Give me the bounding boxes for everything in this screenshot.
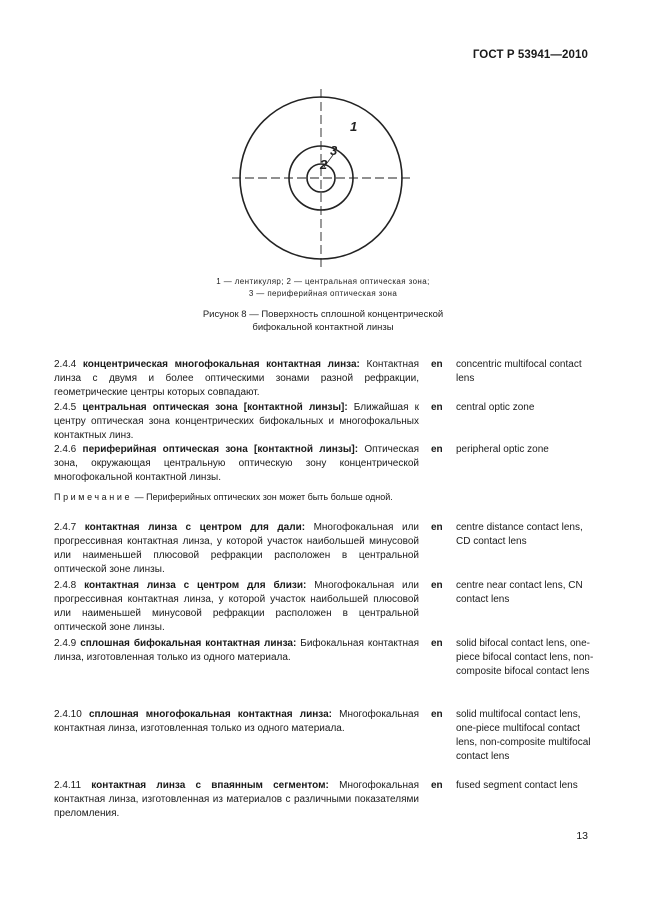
term-number: 2.4.4 — [54, 359, 77, 370]
term-number: 2.4.10 — [54, 709, 82, 720]
term-name: контактная линза с впаянным сегментом: — [91, 780, 329, 791]
term-number: 2.4.6 — [54, 444, 77, 455]
term-text: Многофокальная или прогрессивная контактная линза, у которой участок наибольшей плюсовой или наименьшей минусовой рефракции расположен в центральной оптической зоне линзы. — [54, 580, 419, 633]
term-text: Многофокальная контактная линза, изготовленная из материалов с различными показателями преломления. — [54, 780, 420, 819]
language-code: en — [431, 444, 443, 455]
language-code: en — [431, 359, 443, 370]
term-definition — [54, 401, 419, 443]
term-text: Оптическая зона, окружающая центральную оптическую зону концентрической многофокальной контактной линзы. — [54, 444, 420, 483]
english-equivalent: peripheral optic zone — [456, 444, 549, 455]
term-definition — [54, 579, 419, 635]
english-equivalent: centre near contact lens, CN contact lens — [456, 580, 583, 605]
term-number: 2.4.7 — [54, 522, 77, 533]
note-label: Примечание — [54, 492, 133, 502]
term-number: 2.4.8 — [54, 580, 77, 591]
figure-caption — [140, 309, 506, 334]
english-equivalent: centre distance contact lens, CD contact lens — [456, 522, 583, 547]
language-code: en — [431, 780, 443, 791]
label-2: 2 — [320, 157, 328, 172]
term-number: 2.4.9 — [54, 638, 77, 649]
document-header: ГОСТ Р 53941—2010 — [472, 49, 588, 61]
label-1: 1 — [350, 119, 358, 134]
term-definition — [54, 521, 419, 577]
caption-line: Рисунок 8 — Поверхность сплошной концентрической — [202, 309, 444, 320]
note — [54, 491, 419, 504]
language-code: en — [431, 709, 443, 720]
term-name: концентрическая многофокальная контактная линза: — [82, 359, 360, 370]
english-equivalent: concentric multifocal contact lens — [456, 359, 582, 384]
label-3: 3 — [330, 143, 338, 158]
language-code: en — [431, 402, 443, 413]
term-definition — [54, 708, 419, 736]
term-definition — [54, 358, 419, 400]
term-text: Ближайшая к центру оптическая зона концентрических бифокальных и многофокальных контактных линз. — [54, 402, 419, 441]
term-number: 2.4.5 — [54, 402, 77, 413]
term-name: сплошная бифокальная контактная линза: — [80, 638, 297, 649]
figure-legend — [140, 276, 506, 299]
english-equivalent: solid bifocal contact lens, one-piece bifocal contact lens, non-composite bifocal contact lens — [456, 638, 594, 677]
term-definition — [54, 443, 419, 485]
caption-line: бифокальной контактной линзы — [252, 321, 394, 333]
concentric-lens-figure — [232, 89, 410, 267]
term-name: периферийная оптическая зона [контактной линзы]: — [82, 444, 359, 455]
note-text: — Периферийных оптических зон может быть больше одной. — [134, 492, 393, 502]
term-text: Многофокальная или прогрессивная контактная линза, у которой участок наибольшей минусовой или наименьшей плюсовой рефракции расположен в центральной оптической зоне линзы. — [54, 522, 419, 575]
language-code: en — [431, 522, 443, 533]
page-number: 13 — [576, 830, 588, 842]
term-text: Многофокальная контактная линза, изготовленная только из одного материала. — [54, 709, 420, 734]
legend-line: 1 — лентикуляр; 2 — центральная оптическая зона; — [216, 277, 430, 286]
term-number: 2.4.11 — [54, 780, 82, 791]
term-definition — [54, 779, 419, 821]
term-name: контактная линза с центром для дали: — [84, 522, 306, 533]
english-equivalent: solid multifocal contact lens, one-piece multifocal contact lens, non-composite multifocal contact lens — [456, 709, 591, 762]
term-text: Бифокальная контактная линза, изготовленная только из одного материала. — [54, 638, 419, 663]
english-equivalent: central optic zone — [456, 402, 535, 413]
english-equivalent: fused segment contact lens — [456, 780, 578, 791]
term-definition — [54, 637, 419, 665]
term-name: контактная линза с центром для близи: — [84, 580, 307, 591]
language-code: en — [431, 580, 443, 591]
legend-line: 3 — периферийная оптическая зона — [248, 288, 398, 298]
term-text: Контактная линза с двумя и более оптическими зонами разной рефракции, геометрические центры которых совпадают. — [54, 359, 420, 398]
term-name: центральная оптическая зона [контактной линзы]: — [82, 402, 348, 413]
term-name: сплошная многофокальная контактная линза: — [88, 709, 332, 720]
language-code: en — [431, 638, 443, 649]
